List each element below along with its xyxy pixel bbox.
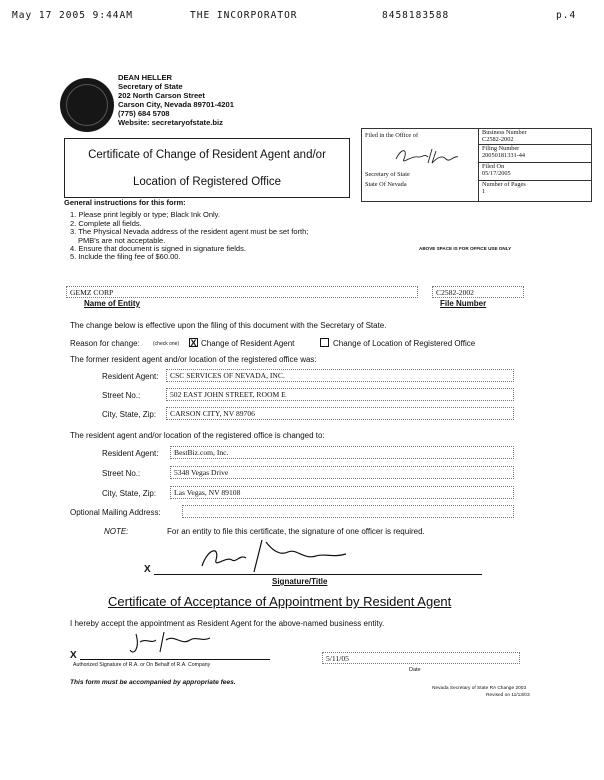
former-city-input[interactable]: CARSON CITY, NV 89706 bbox=[166, 407, 514, 420]
mailing-address-input[interactable] bbox=[182, 505, 514, 518]
secretary-signature-icon bbox=[392, 145, 462, 167]
agent-signature-x: X bbox=[70, 650, 77, 661]
filing-state: State Of Nevada bbox=[365, 181, 407, 188]
acceptance-text: I hereby accept the appointment as Resident Agent for the above-named business entity. bbox=[70, 619, 385, 628]
note-label: NOTE: bbox=[104, 527, 129, 536]
officer-signature-icon bbox=[196, 538, 356, 576]
filing-secretary: Secretary of State bbox=[365, 171, 410, 178]
former-agent-label: Resident Agent: bbox=[102, 372, 159, 381]
instructions-heading: General instructions for this form: bbox=[64, 198, 186, 207]
new-city-input[interactable]: Las Vegas, NV 89108 bbox=[170, 486, 514, 499]
file-number-label: File Number bbox=[440, 299, 487, 308]
acceptance-date-input[interactable]: 5/11/05 bbox=[322, 652, 520, 664]
state-seal-icon bbox=[60, 78, 114, 132]
office-use-note: ABOVE SPACE IS FOR OFFICE USE ONLY bbox=[419, 246, 512, 251]
business-number: C2582-2002 bbox=[482, 136, 514, 143]
mailing-address-label: Optional Mailing Address: bbox=[70, 508, 161, 517]
acceptance-title: Certificate of Acceptance of Appointment by Resident Agent bbox=[108, 594, 452, 609]
form-title-box bbox=[64, 138, 350, 198]
form-title-line2: Location of Registered Office bbox=[132, 176, 282, 188]
office-street: 202 North Carson Street bbox=[118, 91, 205, 100]
pages-count: 1 bbox=[482, 188, 486, 195]
fax-page: p.4 bbox=[556, 10, 577, 21]
entity-name-label: Name of Entity bbox=[84, 299, 141, 308]
pages-label: Number of Pages bbox=[482, 181, 526, 188]
new-street-label: Street No.: bbox=[102, 469, 141, 478]
new-street-input[interactable]: 5348 Vegas Drive bbox=[170, 466, 514, 479]
officer-signature-x: X bbox=[144, 564, 151, 575]
instruction-item: 1. Please print legibly or type; Black Ink Only. bbox=[70, 210, 220, 220]
instruction-item: 2. Complete all fields. bbox=[70, 218, 142, 228]
location-change-checkbox[interactable] bbox=[320, 338, 329, 347]
reason-hint: (check one) bbox=[153, 341, 180, 347]
filed-on-label: Filed On bbox=[482, 163, 505, 170]
acceptance-date-label: Date bbox=[409, 667, 421, 673]
fax-datetime: May 17 2005 9:44AM bbox=[12, 10, 133, 21]
instruction-item: PMB's are not acceptable. bbox=[78, 235, 166, 245]
new-agent-label: Resident Agent: bbox=[102, 449, 159, 458]
office-name: DEAN HELLER bbox=[118, 73, 173, 82]
agent-signature-label: Authorized Signature of R.A. or On Behalf of R.A. Company bbox=[73, 662, 211, 668]
filing-stamp-box bbox=[361, 128, 592, 202]
former-agent-input[interactable]: CSC SERVICES OF NEVADA, INC. bbox=[166, 369, 514, 382]
new-heading: The resident agent and/or location of the registered office is changed to: bbox=[70, 431, 325, 440]
instruction-item: 4. Ensure that document is signed in signature fields. bbox=[70, 244, 246, 254]
former-city-label: City, State, Zip: bbox=[102, 410, 157, 419]
agent-signature-line bbox=[80, 659, 270, 660]
general-instructions bbox=[64, 199, 308, 262]
agent-signature-icon bbox=[126, 628, 216, 658]
new-city-label: City, State, Zip: bbox=[102, 489, 157, 498]
instruction-item: 3. The Physical Nevada address of the resident agent must be set forth; bbox=[70, 227, 309, 237]
effective-text: The change below is effective upon the filing of this document with the Secretary of State. bbox=[70, 321, 387, 330]
agent-change-checkbox[interactable]: X bbox=[190, 338, 197, 348]
filing-number-label: Filing Number bbox=[482, 145, 520, 152]
form-title-line1: Certificate of Change of Resident Agent and/or bbox=[88, 149, 326, 161]
office-phone: (775) 684 5708 bbox=[118, 109, 170, 118]
entity-name-input[interactable]: GEMZ CORP bbox=[66, 286, 418, 298]
fax-phone: 8458183588 bbox=[382, 10, 450, 21]
former-heading: The former resident agent and/or location of the registered office was: bbox=[70, 355, 317, 364]
agent-change-label: Change of Resident Agent bbox=[201, 339, 295, 348]
former-street-input[interactable]: 502 EAST JOHN STREET, ROOM E bbox=[166, 388, 514, 401]
form-revised: Revised on 11/13/03 bbox=[486, 693, 530, 698]
office-address-block bbox=[118, 73, 234, 127]
location-change-label: Change of Location of Registered Office bbox=[333, 339, 476, 348]
form-id: Nevada Secretary of State RA Change 2003 bbox=[432, 686, 527, 691]
reason-label: Reason for change: bbox=[70, 339, 140, 348]
new-agent-input[interactable]: BestBiz.com, Inc. bbox=[170, 446, 514, 459]
officer-signature-line bbox=[154, 574, 482, 575]
filing-number: 20050181331-44 bbox=[482, 152, 526, 159]
office-city: Carson City, Nevada 89701-4201 bbox=[118, 100, 234, 109]
former-street-label: Street No.: bbox=[102, 391, 141, 400]
signature-title-label: Signature/Title bbox=[272, 577, 328, 586]
office-title: Secretary of State bbox=[118, 82, 183, 91]
office-website: Website: secretaryofstate.biz bbox=[118, 118, 223, 127]
business-number-label: Business Number bbox=[482, 129, 527, 136]
note-text: For an entity to file this certificate, the signature of one officer is required. bbox=[167, 527, 425, 536]
fees-note: This form must be accompanied by appropriate fees. bbox=[70, 679, 236, 686]
fax-company: THE INCORPORATOR bbox=[190, 10, 298, 21]
filed-in-office: Filed in the Office of bbox=[365, 132, 419, 139]
filed-on-date: 05/17/2005 bbox=[482, 170, 511, 177]
file-number-input[interactable]: C2582-2002 bbox=[432, 286, 524, 298]
instruction-item: 5. Include the filing fee of $60.00. bbox=[70, 252, 181, 262]
